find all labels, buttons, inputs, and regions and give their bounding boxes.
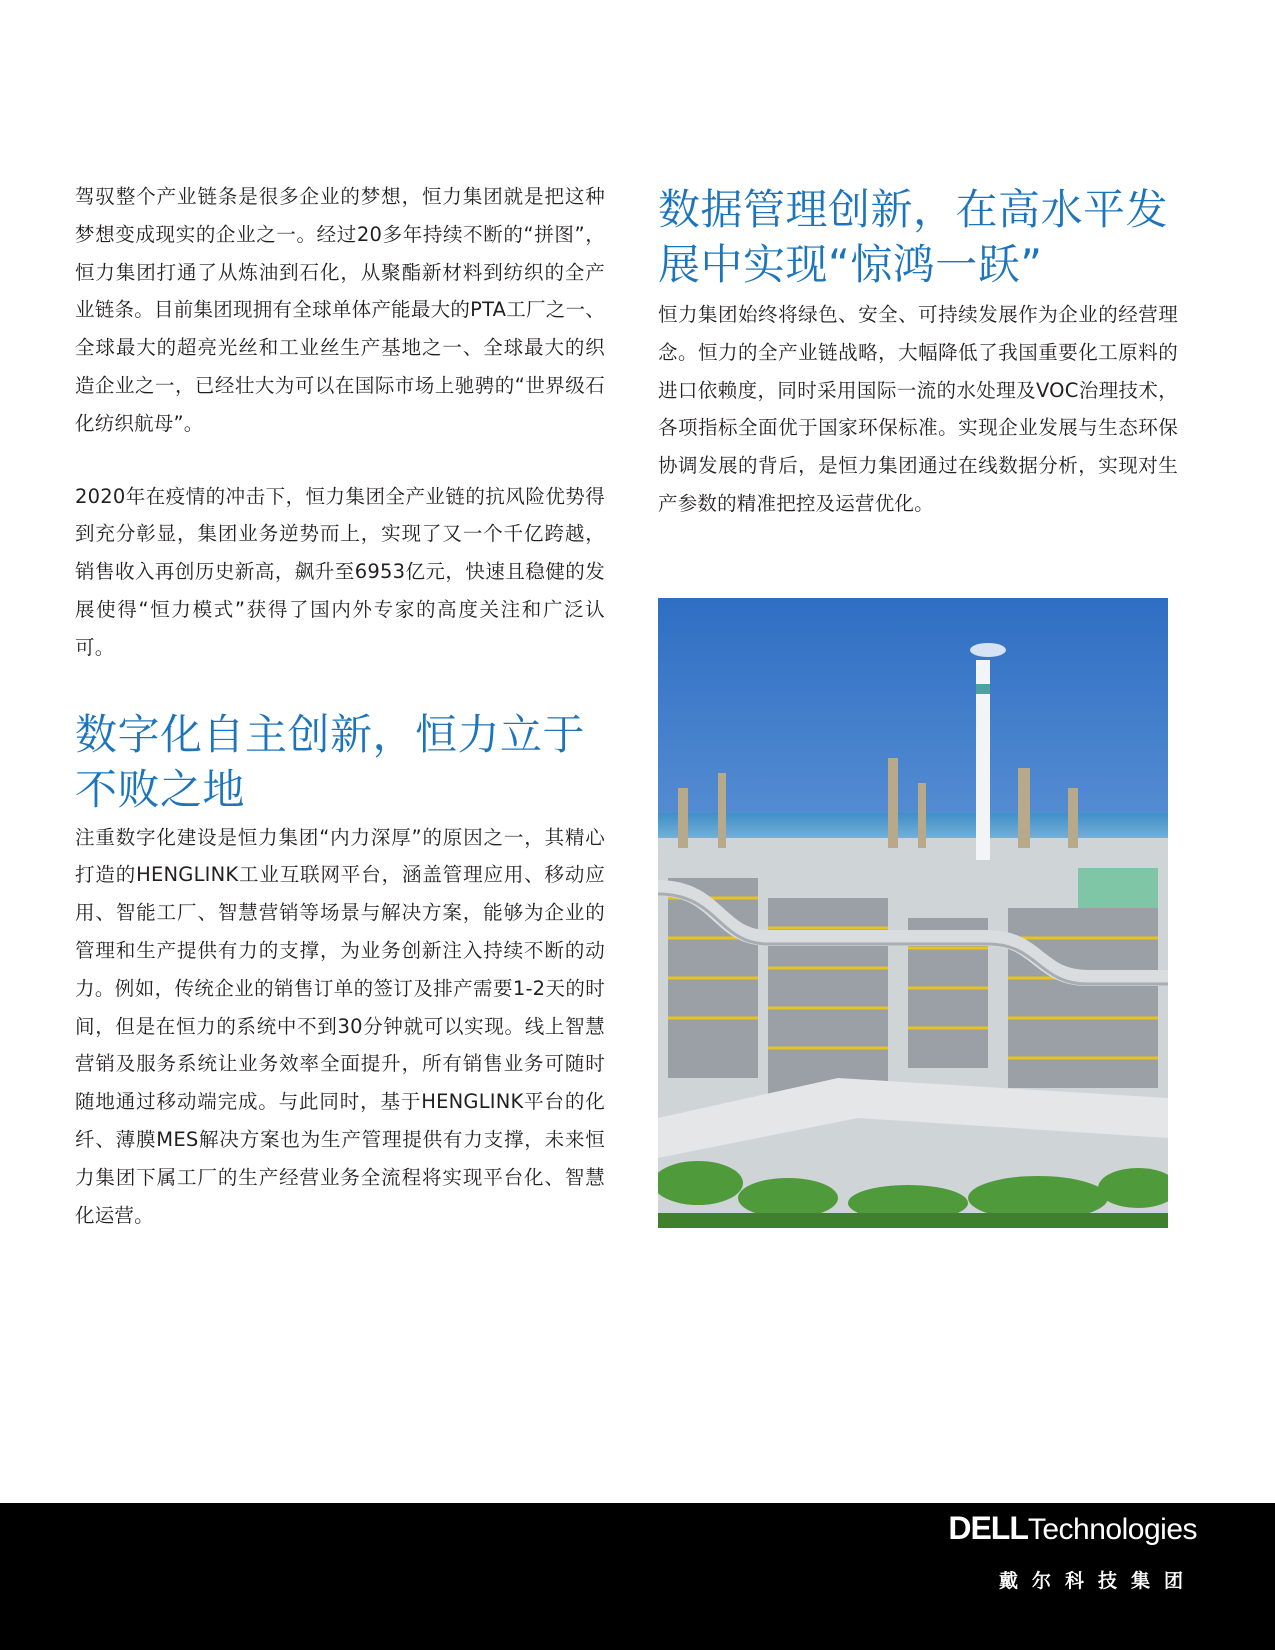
logo-chinese-text: 戴尔科技集团 [998, 1570, 1197, 1592]
logo-technologies-text: Technologies [1027, 1513, 1197, 1546]
petrochemical-plant-photo [658, 598, 1168, 1228]
dell-technologies-logo [948, 1510, 1197, 1552]
left-column [75, 178, 605, 1234]
data-paragraph: 恒力集团始终将绿色、安全、可持续发展作为企业的经营理念。恒力的全产业链战略，大幅降低了我国重要化工原料的进口依赖度，同时采用国际一流的水处理及VOC治理技术，各项指标全面优于国家环保标准。实现企业发展与生态环保协调发展的背后，是恒力集团通过在线数据分析，实现对生产参数的精准把控及运营优化。 [658, 303, 1178, 515]
section-heading-digital: 数字化自主创新，恒力立于不败之地 [75, 709, 586, 814]
revenue-paragraph: 2020年在疫情的冲击下，恒力集团全产业链的抗风险优势得到充分彰显，集团业务逆势而上，实现了又一个千亿跨越，销售收入再创历史新高，飙升至6953亿元，快速且稳健的发展使得“恒力模式”获得了国内外专家的高度关注和广泛认可。 [75, 484, 605, 659]
intro-paragraph: 驾驭整个产业链条是很多企业的梦想，恒力集团就是把这种梦想变成现实的企业之一。经过20多年持续不断的“拼图”，恒力集团打通了从炼油到石化，从聚酯新材料到纺织的全产业链条。目前集团现拥有全球单体产能最大的PTA工厂之一、全球最大的超亮光丝和工业丝生产基地之一、全球最大的织造企业之一，已经壮大为可以在国际市场上驰骋的“世界级石化纺织航母”。 [75, 185, 605, 435]
digital-paragraph: 注重数字化建设是恒力集团“内力深厚”的原因之一，其精心打造的HENGLINK工业互联网平台，涵盖管理应用、移动应用、智能工厂、智慧营销等场景与解决方案，能够为企业的管理和生产提供有力的支撑，为业务创新注入持续不断的动力。例如，传统企业的销售订单的签订及排产需要1-2天的时间，但是在恒力的系统中不到30分钟就可以实现。线上智慧营销及服务系统让业务效率全面提升，所有销售业务可随时随地通过移动端完成。与此同时，基于HENGLINK平台的化纤、薄膜MES解决方案也为生产管理提供有力支撑，未来恒力集团下属工厂的生产经营业务全流程将实现平台化、智慧化运营。 [75, 825, 605, 1227]
logo-dell-text: DELL [948, 1510, 1028, 1546]
section-heading-data: 数据管理创新，在高水平发展中实现“惊鸿一跃” [658, 185, 1169, 289]
right-column [658, 178, 1178, 523]
